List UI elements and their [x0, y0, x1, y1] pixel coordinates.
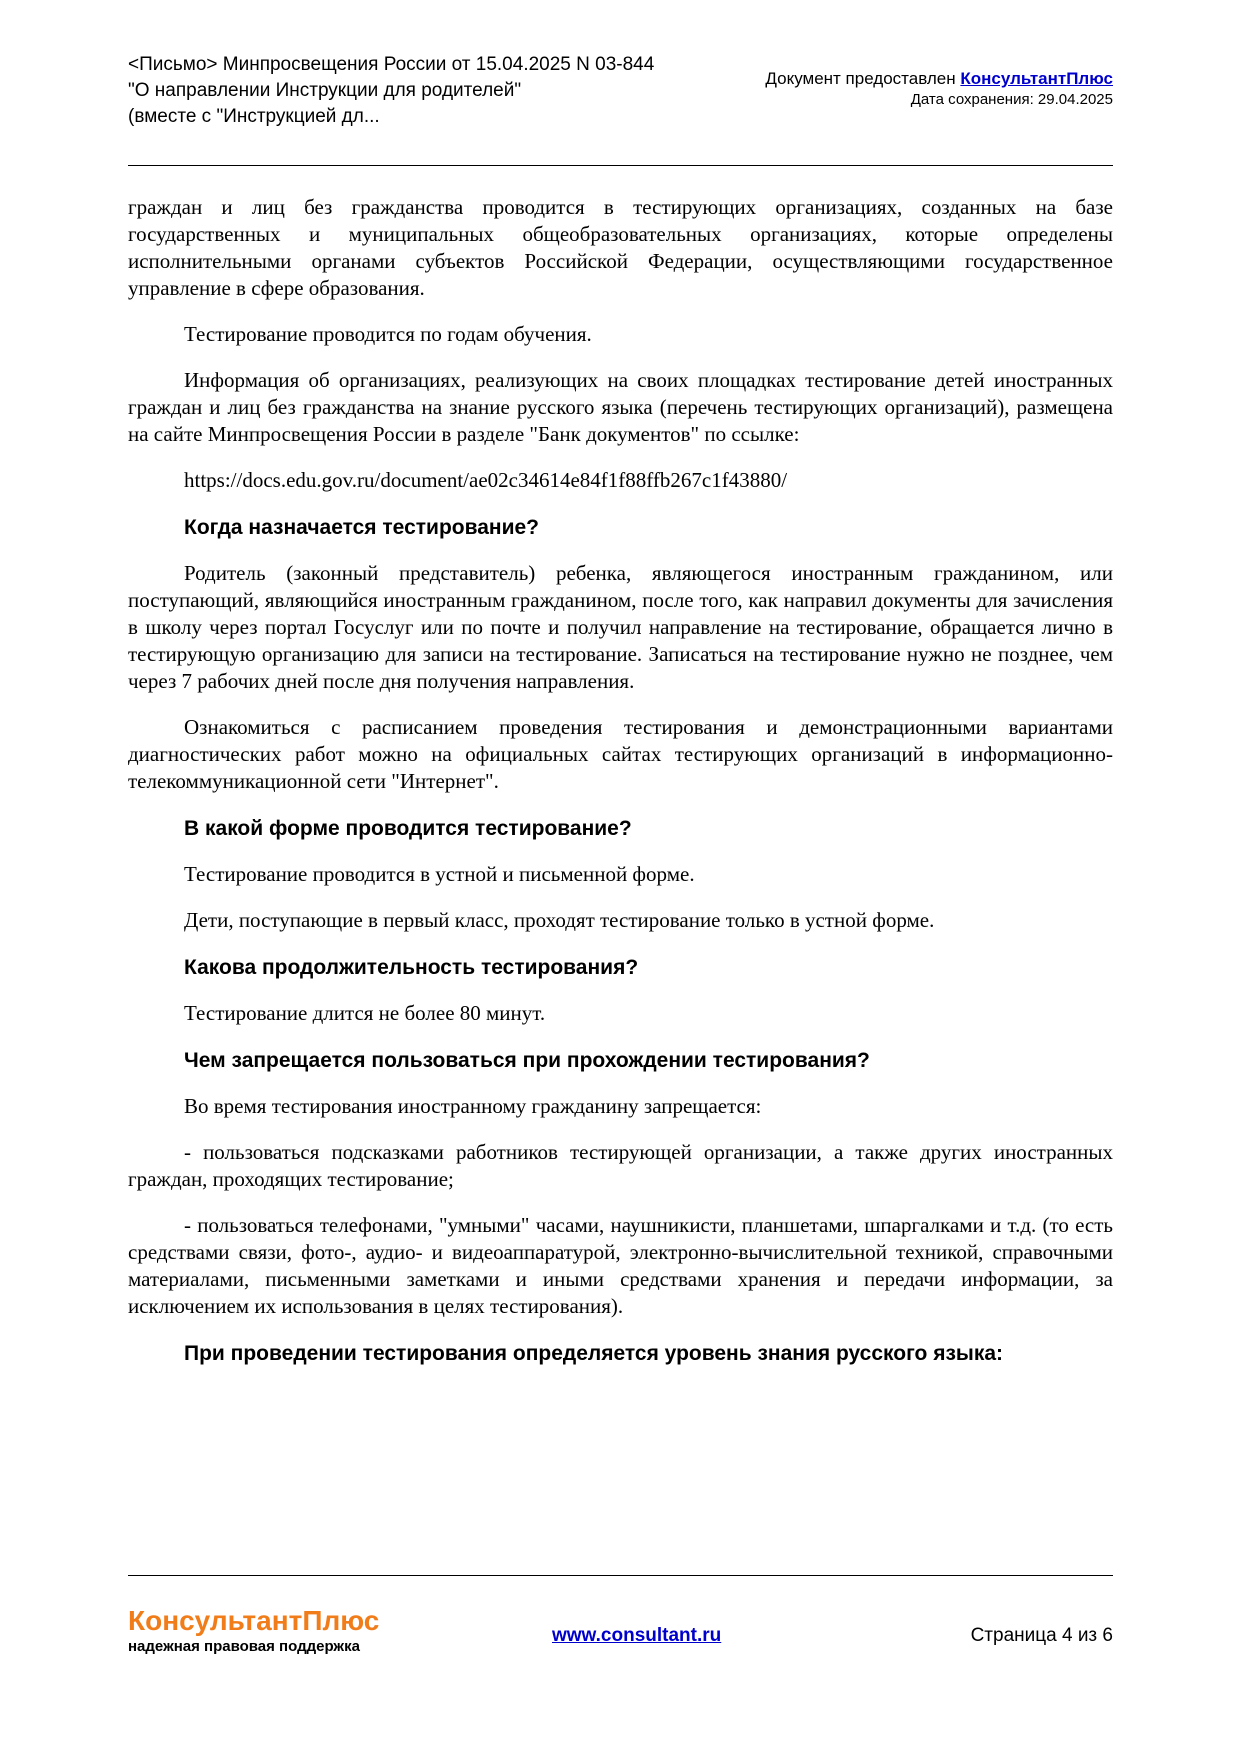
paragraph: Во время тестирования иностранному гражданину запрещается:	[184, 1094, 762, 1118]
paragraph: Ознакомиться с расписанием проведения тестирования и демонстрационными вариантами диагностических работ можно на официальных сайтах тестирующих организаций в информационно-телекоммуникационной сети "Интернет".	[128, 715, 1113, 793]
paragraph: Тестирование проводится по годам обучения.	[184, 322, 592, 346]
header-divider	[128, 165, 1113, 166]
consultant-plus-logo: КонсультантПлюс	[128, 1605, 380, 1636]
document-body	[128, 194, 1113, 1367]
section-heading: Когда назначается тестирование?	[184, 516, 540, 539]
paragraph: Тестирование проводится в устной и письменной форме.	[184, 862, 695, 886]
brand-tagline: надежная правовая поддержка	[128, 1638, 360, 1655]
consultant-plus-link[interactable]: КонсультантПлюс	[960, 69, 1113, 88]
section-heading: Какова продолжительность тестирования?	[184, 956, 639, 979]
document-title	[128, 52, 768, 130]
paragraph: граждан и лиц без гражданства проводится в тестирующих организациях, созданных на базе государственных и муниципальных общеобразовательных организациях, которые определены исполнительными органами субъектов Российской Федерации, осуществляющими государственное управление в сфере образования.	[128, 195, 1113, 300]
paragraph: - пользоваться телефонами, "умными" часами, наушникисти, планшетами, шпаргалками и т.д. (то есть средствами связи, фото-, аудио- и видеоаппаратурой, электронно-вычислительной техникой, справочными материалами, письменными заметками и иными средствами хранения и передачи информации, за исключением их использования в целях тестирования).	[128, 1213, 1113, 1318]
paragraph: Тестирование длится не более 80 минут.	[184, 1001, 546, 1025]
footer-divider	[128, 1575, 1113, 1576]
paragraph: Дети, поступающие в первый класс, проходят тестирование только в устной форме.	[184, 908, 935, 932]
provided-by-label: Документ предоставлен	[765, 69, 956, 88]
paragraph: - пользоваться подсказками работников тестирующей организации, а также других иностранных граждан, проходящих тестирование;	[128, 1140, 1113, 1191]
title-line-1: <Письмо> Минпросвещения России от 15.04.2025 N 03-844	[128, 54, 655, 75]
section-heading: В какой форме проводится тестирование?	[184, 817, 632, 840]
provider-info	[765, 68, 1113, 110]
title-line-3: (вместе с "Инструкцией дл...	[128, 106, 380, 127]
paragraph: Родитель (законный представитель) ребенка, являющегося иностранным гражданином, или поступающий, являющийся иностранным гражданином, после того, как направил документы для зачисления в школу через портал Госуслуг или по почте и получил направление на тестирование, обращается лично в тестирующую организацию для записи на тестирование. Записаться на тестирование нужно не позднее, чем через 7 рабочих дней после дня получения направления.	[128, 561, 1113, 693]
section-heading: При проведении тестирования определяется уровень знания русского языка:	[184, 1342, 1004, 1365]
footer-brand	[128, 1605, 379, 1657]
consultant-site-link[interactable]: www.consultant.ru	[552, 1625, 722, 1646]
page-number: Страница 4 из 6	[970, 1625, 1113, 1646]
title-line-2: "О направлении Инструкции для родителей"	[128, 80, 522, 101]
document-url: https://docs.edu.gov.ru/document/ae02c34614e84f1f88ffb267c1f43880/	[184, 468, 788, 492]
save-date: Дата сохранения: 29.04.2025	[910, 91, 1113, 108]
section-heading: Чем запрещается пользоваться при прохождении тестирования?	[184, 1049, 870, 1072]
paragraph: Информация об организациях, реализующих на своих площадках тестирование детей иностранных граждан и лиц без гражданства на знание русского языка (перечень тестирующих организаций), размещена на сайте Минпросвещения России в разделе "Банк документов" по ссылке:	[128, 368, 1113, 446]
